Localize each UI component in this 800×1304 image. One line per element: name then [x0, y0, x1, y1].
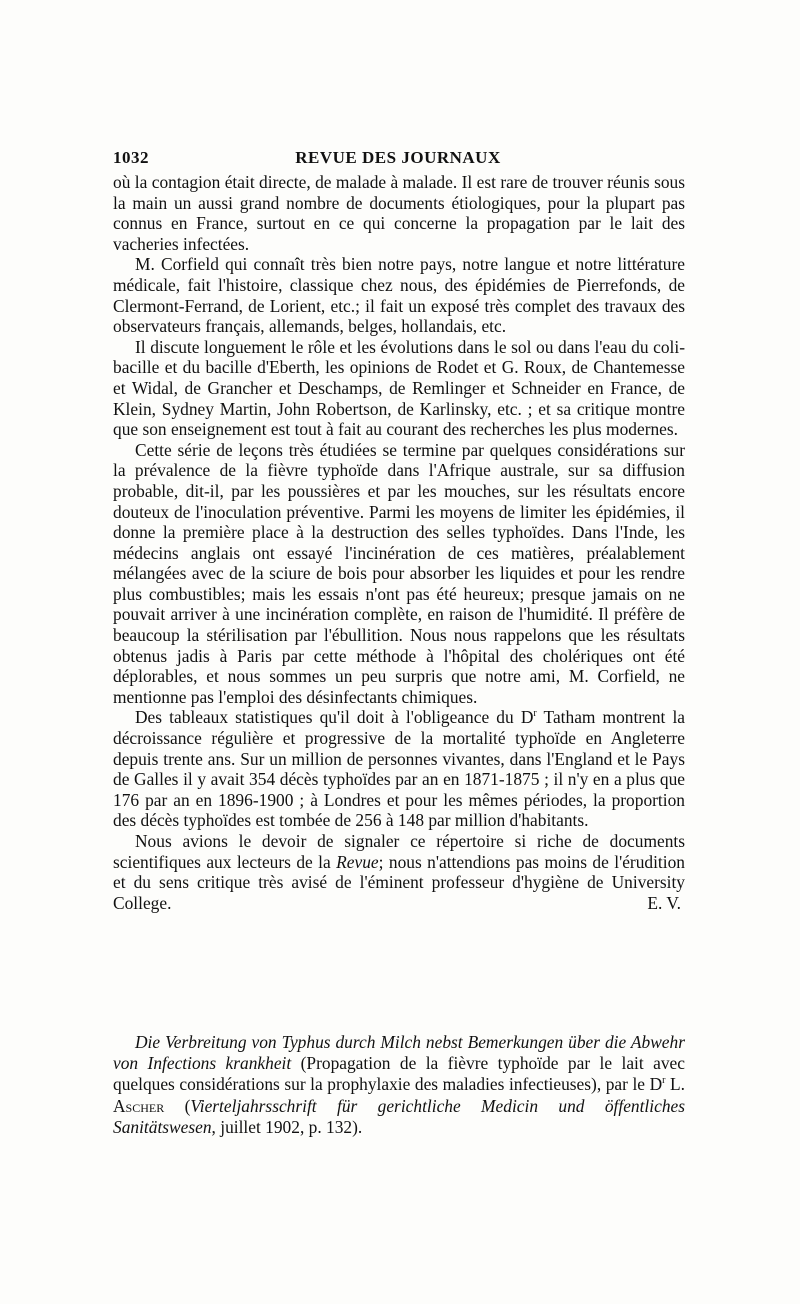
article-body [113, 172, 685, 913]
text-run: Tatham montrent la décroissance régulière et progressive de la mortalité typhoïde en Angleterre depuis trente ans. Sur un million de personnes vivantes, dans l'England et le Pays de Galles il y avait 354 décès typhoïdes par an en 1871-1875 ; il n'y en a plus que 176 par an en 1896-1900 ; à Londres et pour les mêmes périodes, la proportion des décès typhoïdes est tombée de 256 à 148 par million d'habitants. [113, 707, 686, 831]
text-run: , juillet 1902, p. 132). [211, 1116, 363, 1137]
author-signature: E. V. [647, 892, 681, 913]
review-title: Die Verbreitung von Typhus durch Milch nebst Bemerkungen über die Abwehr von Infections krankheit [113, 1032, 685, 1074]
text-run: Des tableaux statistiques qu'il doit à l'obligeance du D [135, 707, 534, 728]
paragraph: où la contagion était directe, de malade à malade. Il est rare de trouver réunis sous la main un aussi grand nombre de documents étiologiques, pour la plupart pas connus en France, surtout en ce qui concerne la propagation par le lait des vacheries infectées. [113, 172, 685, 254]
review-author: L. Ascher [113, 1074, 686, 1116]
paragraph: Cette série de leçons très étudiées se termine par quelques considérations sur la prévalence de la fièvre typhoïde dans l'Afrique australe, sur sa diffusion probable, dit-il, par les poussières et par les mouches, sur les résultats encore douteux de l'inoculation préventive. Parmi les moyens de limiter les épidémies, il donne la première place à la destruction des selles typhoïdes. Dans l'Inde, les médecins anglais ont essayé l'incinération de ces matières, préalablement mélangées avec de la sciure de bois pour absorber les liquides et pour les rendre plus combustibles; mais les essais n'ont pas été heureux; presque jamais on ne pouvait arriver à une incinération complète, en raison de l'humidité. Il préfère de beaucoup la stérilisation par l'ébullition. Nous nous rappelons que les résultats obtenus jadis à Paris par cette méthode à l'hôpital des cholériques ont été déplorables, et nous sommes un peu surpris que notre ami, M. Corfield, ne mentionne pas l'emploi des désinfectants chimiques. [113, 439, 685, 707]
superscript: r [533, 708, 537, 720]
text-run: ( [164, 1095, 191, 1116]
superscript: r [662, 1075, 666, 1087]
review-journal: Vierteljahrsschrift für gerichtliche Medicin und öffentliches Sanitätswesen [113, 1095, 686, 1137]
running-head: REVUE DES JOURNAUX [295, 148, 501, 167]
paragraph [113, 831, 685, 913]
review-entry [113, 1032, 685, 1138]
paragraph: M. Corfield qui connaît très bien notre pays, notre langue et notre littérature médicale, fait l'histoire, classique chez nous, des épidémies de Pierrefonds, de Clermont-Ferrand, de Lorient, etc.; il fait un exposé très complet des travaux des observateurs français, allemands, belges, hollandais, etc. [113, 254, 685, 337]
text-run: Nous avions le devoir de signaler ce répertoire si riche de documents scientifiques aux lecteurs de la [113, 831, 685, 872]
text-run: ; nous n'attendions pas moins de l'érudition et du sens critique très avisé de l'éminent professeur d'hygiène de University College. [113, 851, 685, 913]
paragraph [113, 707, 685, 831]
paragraph: Il discute longuement le rôle et les évolutions dans le sol ou dans l'eau du coli-bacille et du bacille d'Eberth, les opinions de Rodet et G. Roux, de Chantemesse et Widal, de Grancher et Deschamps, de Remlinger et Schneider en France, de Klein, Sydney Martin, John Robertson, de Karlinsky, etc. ; et sa critique montre que son enseignement est tout à fait au courant des recherches les plus modernes. [113, 336, 685, 440]
page-number: 1032 [113, 148, 149, 167]
review-translation: (Propagation de la fièvre typhoïde par le lait avec quelques considérations sur la prophylaxie des maladies infectieuses), par le D [113, 1053, 685, 1095]
review-citation [113, 1032, 685, 1138]
journal-name: Revue [336, 851, 379, 872]
page-header [113, 148, 683, 168]
